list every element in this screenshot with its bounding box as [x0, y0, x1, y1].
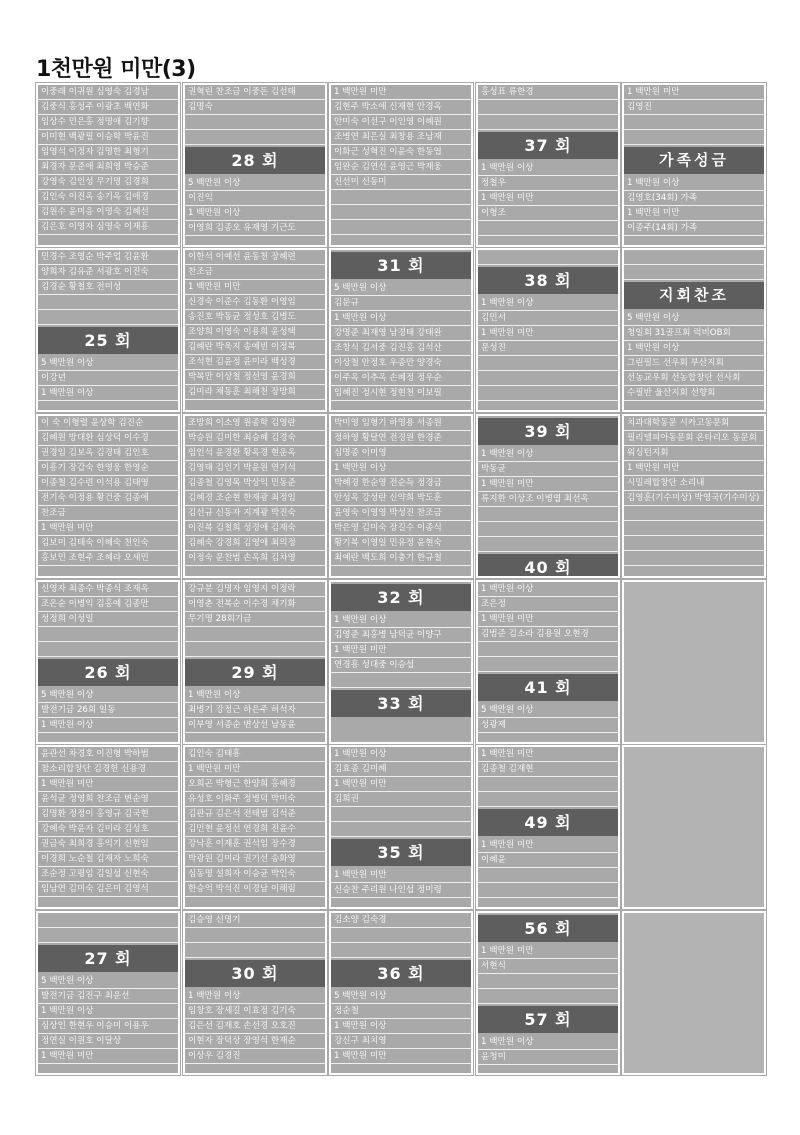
donor-cell: [331, 913, 471, 1073]
donor-line: 조순정 고평임 김일섭 신현숙: [38, 867, 178, 882]
donor-line: 유성호 이화주 정병덕 박미숙: [185, 792, 325, 807]
class-header: 33 회: [331, 690, 471, 717]
donor-line: [185, 642, 325, 657]
donor-line: 김중식 홍성주 이광초 백연화: [38, 100, 178, 115]
donor-cell: [331, 416, 471, 576]
donor-line: 윤영숙 이영영 박성진 찬조금: [331, 506, 471, 521]
donor-line: 김명환 정정이 홍영규 김국현: [38, 807, 178, 822]
donor-line: 1 백만원 이상: [624, 176, 764, 191]
donor-line: [478, 356, 618, 371]
donor-line: 연경흥 성대중 이승섭: [331, 658, 471, 673]
donor-line: 1 백만원 이상: [331, 311, 471, 326]
donor-line: 정연실 이원호 이달상: [38, 1034, 178, 1049]
donor-line: 강규분 김명자 임영지 이정락: [185, 582, 325, 597]
donor-line: 김혜원 방대환 심상덕 이수경: [38, 431, 178, 446]
donor-line: 5 백만원 이상: [38, 688, 178, 703]
donor-line: [478, 792, 618, 807]
donor-line: 1 백만원 이상: [185, 688, 325, 703]
donor-line: 1 백만원 미만: [624, 206, 764, 221]
donor-cell: [478, 85, 618, 245]
donor-line: 임상수 민은홍 정명애 김기향: [38, 115, 178, 130]
class-header: 28 회: [185, 147, 325, 174]
donor-line: 이형조: [478, 206, 618, 221]
donor-line: 5 백만원 이상: [624, 311, 764, 326]
donor-line: 5 백만원 이상: [38, 974, 178, 989]
donor-line: 이정숙 문찬범 손옥희 김차영: [185, 551, 325, 566]
donor-line: 김판규 김은석 전태범 김석준: [185, 807, 325, 822]
donor-line: 윤청미: [478, 1050, 618, 1065]
donor-line: [331, 822, 471, 837]
donor-line: [478, 989, 618, 1004]
donor-line: [331, 807, 471, 822]
donor-line: 김미라 채동훈 최해천 장방희: [185, 385, 325, 400]
donor-line: 찬조금: [185, 265, 325, 280]
donor-line: 발전기금 김진구 최운선: [38, 989, 178, 1004]
class-header: 29 회: [185, 659, 325, 686]
donor-line: 강영숙 김인성 무기명 김경희: [38, 175, 178, 190]
donor-line: 1 백만원 이상: [624, 341, 764, 356]
donor-line: 5 백만원 이상: [478, 703, 618, 718]
donor-line: 김은선 김재호 손선경 오호진: [185, 1019, 325, 1034]
donor-line: 1 백만원 이상: [38, 386, 178, 401]
donor-line: 김영진: [624, 100, 764, 115]
donor-line: [478, 642, 618, 657]
donor-line: 무기명 28회기금: [185, 612, 325, 627]
donor-line: 1 백만원 이상: [185, 989, 325, 1004]
donor-line: 안성옥 강성란 신약희 박도훈: [331, 491, 471, 506]
class-header: 36 회: [331, 960, 471, 987]
class-header: 26 회: [38, 659, 178, 686]
donor-cell: [478, 582, 618, 742]
class-header: 40 회: [478, 554, 618, 576]
donor-line: 김문규: [331, 296, 471, 311]
donor-line: 양희자 김유준 서광호 이진숙: [38, 265, 178, 280]
donor-cell: [38, 913, 178, 1073]
donor-line: 필리델피아동문회 온타리오 동문회: [624, 431, 764, 446]
donor-line: 윤관선 차경호 이진형 박하범: [38, 747, 178, 762]
donor-cell: [624, 747, 764, 907]
class-header: 38 회: [478, 267, 618, 294]
donor-line: [185, 928, 325, 943]
donor-line: 선농교우회 선농합창단 선사회: [624, 371, 764, 386]
donor-line: 이중래 이귀원 심영숙 김경남: [38, 85, 178, 100]
donor-line: 치과대학동문 시카고동문회: [624, 416, 764, 431]
donor-line: 수필반 울산지회 선향회: [624, 386, 764, 401]
donor-cell: [624, 913, 764, 1073]
donor-line: [478, 883, 618, 898]
donor-line: [478, 401, 618, 410]
donor-line: 김선규 신동자 지계광 박진숙: [185, 506, 325, 521]
donor-line: 1 백만원 이상: [331, 613, 471, 628]
donor-line: [624, 115, 764, 130]
donor-line: 5 백만원 이상: [38, 356, 178, 371]
donor-line: 1 백만원 이상: [478, 296, 618, 311]
donor-line: 1 백만원 미만: [38, 777, 178, 792]
donor-cell: [185, 85, 325, 245]
donor-line: 임완순 김연선 윤영근 박재웅: [331, 160, 471, 175]
donor-line: 전기숙 이정용 황건중 김종애: [38, 491, 178, 506]
donor-line: [331, 943, 471, 958]
donor-line: 워싱턴지회: [624, 446, 764, 461]
donor-line: 임창호 장세길 이효정 김기숙: [185, 1004, 325, 1019]
donor-line: 김영준 최홍병 남덕균 이양구: [331, 628, 471, 643]
donor-line: [624, 551, 764, 566]
donor-line: 조은정: [478, 597, 618, 612]
donor-line: 1 백만원 이상: [478, 447, 618, 462]
donor-line: 박복만 이상철 정선영 윤경희: [185, 370, 325, 385]
donor-line: 1 백만원 이상: [331, 461, 471, 476]
class-header: 41 회: [478, 674, 618, 701]
donor-line: 이경희 노순철 김재자 노희숙: [38, 852, 178, 867]
donor-cell: [185, 582, 325, 742]
donor-line: 홍보민 조현주 조혜라 오세민: [38, 551, 178, 566]
donor-line: 청일회 31골프회 럭비OB회: [624, 326, 764, 341]
class-header: 56 회: [478, 915, 618, 942]
donor-line: 이주옥 이추옥 손혜정 정우순: [331, 371, 471, 386]
donor-line: 김은호 이영자 심영숙 이재흥: [38, 220, 178, 235]
donor-line: 1 백만원 미만: [624, 461, 764, 476]
donor-line: 성광제: [478, 718, 618, 733]
donor-line: [624, 265, 764, 280]
donor-line: 이화근 성혁진 이윤숙 한동엽: [331, 145, 471, 160]
donor-cell: [38, 416, 178, 576]
donor-line: 1 백만원 이상: [331, 1019, 471, 1034]
donor-line: 안미숙 이선구 이인영 이혜원: [331, 115, 471, 130]
donor-line: 최경자 문준애 최희영 박승준: [38, 160, 178, 175]
donor-line: 권경임 김보옥 김경태 김인호: [38, 446, 178, 461]
donor-line: 1 백만원 미만: [331, 643, 471, 658]
donor-line: 1 백만원 이상: [478, 1035, 618, 1050]
donor-line: [185, 943, 325, 958]
donor-line: 정순철: [331, 1004, 471, 1019]
donor-line: 신승찬 주리원 나인섭 정미령: [331, 883, 471, 898]
donor-cell: [331, 250, 471, 410]
donor-line: 1 백만원 미만: [331, 1049, 471, 1064]
donor-line: 조병연 최은실 최창용 조남재: [331, 130, 471, 145]
donor-line: 임영석 이정자 김명한 최형기: [38, 145, 178, 160]
donor-line: 1 백만원 미만: [478, 747, 618, 762]
donor-line: 김혜란 박욱지 송예빈 이정복: [185, 340, 325, 355]
donor-cell: [478, 747, 618, 907]
donor-line: 강명준 최재영 남경태 강태완: [331, 326, 471, 341]
donor-line: [624, 130, 764, 145]
donor-line: 이한석 이예선 윤동천 장혜련: [185, 250, 325, 265]
class-header: 30 회: [185, 960, 325, 987]
donor-line: 박광원 김미라 권기선 송화영: [185, 852, 325, 867]
donor-line: 신경숙 이준수 김동환 이영임: [185, 295, 325, 310]
donor-line: 신선미 신동미: [331, 175, 471, 190]
donor-line: 참소리합창단 김경헌 신용경: [38, 762, 178, 777]
donor-line: [478, 100, 618, 115]
donor-line: 이상우 김경진: [185, 1049, 325, 1064]
donor-line: 강낙훈 이재훈 권석임 장수경: [185, 837, 325, 852]
donor-cell: [331, 747, 471, 907]
donor-line: 박은영 김미숙 장길수 이종식: [331, 521, 471, 536]
donor-line: 1 백만원 이상: [38, 1004, 178, 1019]
donor-line: [331, 673, 471, 688]
donor-line: [478, 221, 618, 236]
donor-line: 한승억 박석진 이경남 이해림: [185, 882, 325, 897]
donor-line: 김범준 김소라 김용원 오현경: [478, 627, 618, 642]
donor-line: [38, 642, 178, 657]
donor-line: [38, 310, 178, 325]
donor-line: [478, 868, 618, 883]
donor-line: 류지한 이상조 이병엽 최선옥: [478, 492, 618, 507]
donor-line: 박미영 임형기 하영용 서종원: [331, 416, 471, 431]
class-header: 37 회: [478, 132, 618, 159]
donor-line: 이진복 김철희 성경애 김재숙: [185, 521, 325, 536]
donor-line: 1 백만원 미만: [331, 85, 471, 100]
donor-line: 김효종 김미혜: [331, 762, 471, 777]
donor-line: 성정희 이성일: [38, 612, 178, 627]
donor-line: 1 백만원 미만: [331, 868, 471, 883]
donor-line: 김보미 김태숙 이혜숙 천인숙: [38, 536, 178, 551]
donor-line: 임인석 윤경환 황옥경 현운옥: [185, 446, 325, 461]
donor-line: 조온순 이병익 김홍예 김종만: [38, 597, 178, 612]
donor-cell: [185, 747, 325, 907]
donor-line: 이강년: [38, 371, 178, 386]
donor-line: [478, 250, 618, 265]
donor-line: 김경순 황철호 전미성: [38, 280, 178, 295]
donor-cell: [185, 416, 325, 576]
donor-line: 찬조금: [38, 506, 178, 521]
donor-line: [478, 974, 618, 989]
donor-line: 5 백만원 이상: [185, 176, 325, 191]
donor-cell: [38, 582, 178, 742]
donor-line: 홍성표 류한경: [478, 85, 618, 100]
donor-line: 조양희 이영숙 이용희 윤성택: [185, 325, 325, 340]
donor-line: 조창식 김서중 김진홍 김석산: [331, 341, 471, 356]
donor-line: [624, 506, 764, 521]
donor-line: [185, 115, 325, 130]
donor-line: 1 백만원 이상: [331, 747, 471, 762]
donor-line: [331, 190, 471, 205]
donor-cell: [185, 913, 325, 1073]
donor-line: [478, 537, 618, 552]
donor-line: 이종주(14회) 가족: [624, 221, 764, 236]
class-header: 35 회: [331, 839, 471, 866]
donor-line: 김승영 신명기: [185, 913, 325, 928]
donor-line: 황기복 이영일 민유정 윤현숙: [331, 536, 471, 551]
donor-line: 1 백만원 미만: [478, 838, 618, 853]
donor-line: 임남연 김미숙 김은미 김영석: [38, 882, 178, 897]
class-header: 지회찬조: [624, 282, 764, 309]
donor-line: [478, 236, 618, 245]
donor-line: 1 백만원 미만: [478, 326, 618, 341]
donor-cell: [38, 85, 178, 245]
donor-line: 문성진: [478, 341, 618, 356]
donor-line: 정하영 황달연 전경원 한경준: [331, 431, 471, 446]
donor-line: 이부영 서종순 변상선 남동윤: [185, 718, 325, 733]
donor-line: 김명숙: [185, 100, 325, 115]
donor-line: 김영호(34회) 가족: [624, 191, 764, 206]
donor-line: 김인숙 김태흥: [185, 747, 325, 762]
donor-line: 1 백만원 미만: [185, 280, 325, 295]
donor-line: [478, 777, 618, 792]
donor-line: 1 백만원 미만: [331, 777, 471, 792]
donor-line: 신영자 최종수 박종식 조재옥: [38, 582, 178, 597]
donor-line: 김소양 김숙경: [331, 913, 471, 928]
donor-line: 1 백만원 이상: [478, 582, 618, 597]
donor-line: [331, 220, 471, 235]
donor-line: [185, 627, 325, 642]
donor-line: 김현주 박소애 신재현 안경옥: [331, 100, 471, 115]
donor-line: 오희곤 박형근 한양희 홍혜경: [185, 777, 325, 792]
donor-line: [38, 295, 178, 310]
donor-line: [38, 913, 178, 928]
donor-line: [185, 130, 325, 145]
donor-line: 1 백만원 이상: [478, 161, 618, 176]
donor-cell: [624, 582, 764, 742]
donor-line: 김희권: [331, 792, 471, 807]
donor-cell: [38, 747, 178, 907]
donor-line: 1 백만원 미만: [478, 477, 618, 492]
page-title: 1천만원 미만(3): [36, 57, 196, 82]
donor-line: 1 백만원 미만: [38, 1049, 178, 1064]
donor-line: 김종철 김재현: [478, 762, 618, 777]
donor-line: [38, 627, 178, 642]
donor-line: 1 백만원 미만: [624, 85, 764, 100]
donor-line: 시밀레합창단 소리내: [624, 476, 764, 491]
donor-line: 그린필드 선우회 부산지회: [624, 356, 764, 371]
donor-line: 5 백만원 이상: [331, 281, 471, 296]
donor-line: [624, 536, 764, 551]
donor-line: 김종철 김영목 박상익 민동준: [185, 476, 325, 491]
donor-line: 5 백만원 이상: [331, 989, 471, 1004]
donor-line: 조방희 이소영 원종학 김영란: [185, 416, 325, 431]
donor-line: 최병기 강정근 하은주 허석자: [185, 703, 325, 718]
class-header: 31 회: [331, 252, 471, 279]
donor-line: 조석현 김윤정 윤미라 백성경: [185, 355, 325, 370]
class-header: 27 회: [38, 945, 178, 972]
donor-line: 권혁린 찬조금 이중돈 김선태: [185, 85, 325, 100]
donor-line: 이흥기 장갑숙 한영웅 한영순: [38, 461, 178, 476]
donor-cell: [478, 913, 618, 1073]
class-header: 49 회: [478, 809, 618, 836]
donor-line: 서현식: [478, 959, 618, 974]
class-header: 가족성금: [624, 147, 764, 174]
donor-line: 1 백만원 이상: [185, 206, 325, 221]
class-header: 25 회: [38, 327, 178, 354]
donor-line: 심상인 한현우 이승미 이용우: [38, 1019, 178, 1034]
donor-line: 윤석균 정영희 찬조금 변순영: [38, 792, 178, 807]
donor-cell: [478, 250, 618, 410]
donor-line: 최예란 백도희 이충기 한규철: [331, 551, 471, 566]
donor-line: 이종철 김수련 이석용 김태영: [38, 476, 178, 491]
donor-line: 김영태 김인기 박윤원 연기석: [185, 461, 325, 476]
donor-line: 이혜윤: [478, 853, 618, 868]
donor-line: 발전기금 26회 일동: [38, 703, 178, 718]
donor-line: 권금숙 최희경 홍익기 신현임: [38, 837, 178, 852]
donor-line: 1 백만원 미만: [185, 762, 325, 777]
donor-cell: [478, 416, 618, 576]
donor-line: 심동명 설희자 이승균 박인숙: [185, 867, 325, 882]
donor-line: 박동균: [478, 462, 618, 477]
donor-line: 정철우: [478, 176, 618, 191]
class-header: 32 회: [331, 584, 471, 611]
donor-line: 송진호 박동균 정성호 김병도: [185, 310, 325, 325]
donor-cell: [331, 582, 471, 742]
donor-line: [478, 522, 618, 537]
class-header: 39 회: [478, 418, 618, 445]
donor-cell: [624, 416, 764, 576]
donor-line: [478, 657, 618, 672]
donor-line: [38, 928, 178, 943]
donor-line: [478, 371, 618, 386]
donor-line: 김혜경 조순현 한재광 최정임: [185, 491, 325, 506]
donor-line: 김영훈(기수미상) 박영국(기수미상): [624, 491, 764, 506]
donor-line: 강혜숙 박윤자 김미라 김성호: [38, 822, 178, 837]
donor-line: 박승원 김미한 최승혜 김경숙: [185, 431, 325, 446]
donor-line: 민경수 조영순 박주업 김윤환: [38, 250, 178, 265]
donor-line: [624, 521, 764, 536]
donor-line: 김혜숙 강경희 김영애 최의정: [185, 536, 325, 551]
donor-line: 이 숙 이형렬 윤상학 김진순: [38, 416, 178, 431]
donor-line: 이상철 안정호 우종만 양경숙: [331, 356, 471, 371]
donor-line: 1 백만원 미만: [478, 191, 618, 206]
donor-line: 이영희 김종오 유재영 기근도: [185, 221, 325, 236]
donor-line: 박혜경 한순영 전순득 정경금: [331, 476, 471, 491]
donor-line: 강신구 최치영: [331, 1034, 471, 1049]
donor-line: [478, 115, 618, 130]
donor-line: 1 백만원 미만: [38, 521, 178, 536]
donor-line: 이진익: [185, 191, 325, 206]
donor-cell: [331, 85, 471, 245]
donor-line: 김원수 윤미응 이명숙 김혜선: [38, 205, 178, 220]
donor-line: [331, 928, 471, 943]
donor-cell: [624, 85, 764, 245]
donor-line: 이현자 장덕상 장영석 한재순: [185, 1034, 325, 1049]
donor-line: 1 백만원 이상: [38, 718, 178, 733]
donor-line: 임혜진 정시현 정현천 이보필: [331, 386, 471, 401]
donor-line: 이미현 백광필 이승학 박윤진: [38, 130, 178, 145]
donor-cell: [38, 250, 178, 410]
donor-line: [331, 205, 471, 220]
donor-cell: [185, 250, 325, 410]
donor-line: 1 백만원 미만: [478, 944, 618, 959]
donor-cell: [624, 250, 764, 410]
donor-line: 김민서: [478, 311, 618, 326]
donor-line: 김민현 윤정선 연경희 전윤수: [185, 822, 325, 837]
donor-line: [478, 507, 618, 522]
donor-line: 심명종 이미영: [331, 446, 471, 461]
donor-line: [478, 386, 618, 401]
donor-line: [624, 250, 764, 265]
donor-line: 이영춘 전복순 이수경 채기화: [185, 597, 325, 612]
class-header: 57 회: [478, 1006, 618, 1033]
donor-line: 김인숙 이진옥 송기옥 김애경: [38, 190, 178, 205]
donor-line: 1 백만원 미만: [478, 612, 618, 627]
